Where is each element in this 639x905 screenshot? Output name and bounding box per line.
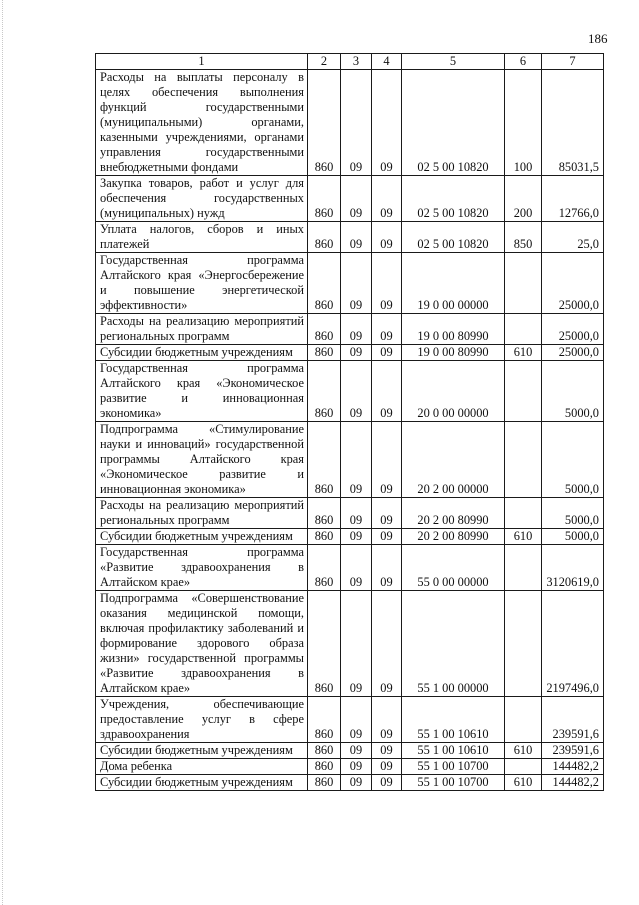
target-article-cell: 55 0 00 00000: [402, 545, 505, 591]
expense-type-cell: [505, 545, 542, 591]
table-row: [96, 775, 604, 791]
expense-type-cell: 200: [505, 176, 542, 222]
row-name-cell: Учреждения, обеспечивающие предоставление услуг в сфере здравоохранения: [96, 697, 308, 743]
expense-type-cell: 610: [505, 775, 542, 791]
expense-type-cell: 610: [505, 743, 542, 759]
admin-code-cell: 860: [308, 545, 341, 591]
expense-type-cell: [505, 591, 542, 697]
admin-code-cell: 860: [308, 314, 341, 345]
subsection-code-cell: 09: [372, 775, 402, 791]
table-row: [96, 591, 604, 697]
expense-type-cell: [505, 498, 542, 529]
table-row: [96, 176, 604, 222]
amount-cell: 25,0: [542, 222, 604, 253]
target-article-cell: 20 2 00 00000: [402, 422, 505, 498]
row-name-cell: Субсидии бюджетным учреждениям: [96, 743, 308, 759]
row-name-cell: Субсидии бюджетным учреждениям: [96, 529, 308, 545]
admin-code-cell: 860: [308, 591, 341, 697]
admin-code-cell: 860: [308, 345, 341, 361]
row-name-cell: Закупка товаров, работ и услуг для обеспечения государственных (муниципальных) нужд: [96, 176, 308, 222]
header-cell-col-7: 7: [542, 54, 604, 70]
table-header-row: [96, 54, 604, 70]
subsection-code-cell: 09: [372, 176, 402, 222]
admin-code-cell: 860: [308, 253, 341, 314]
header-cell-col-5: 5: [402, 54, 505, 70]
admin-code-cell: 860: [308, 498, 341, 529]
admin-code-cell: 860: [308, 759, 341, 775]
amount-cell: 2197496,0: [542, 591, 604, 697]
section-code-cell: 09: [341, 775, 372, 791]
admin-code-cell: 860: [308, 70, 341, 176]
page-number: 186: [588, 31, 608, 46]
subsection-code-cell: 09: [372, 314, 402, 345]
amount-cell: 25000,0: [542, 314, 604, 345]
row-name-cell: Расходы на реализацию мероприятий региональных программ: [96, 314, 308, 345]
expense-type-cell: 100: [505, 70, 542, 176]
table-body: [96, 54, 604, 791]
section-code-cell: 09: [341, 529, 372, 545]
expense-type-cell: [505, 697, 542, 743]
admin-code-cell: 860: [308, 697, 341, 743]
header-cell-col-3: 3: [341, 54, 372, 70]
target-article-cell: 19 0 00 80990: [402, 345, 505, 361]
target-article-cell: 55 1 00 10610: [402, 697, 505, 743]
subsection-code-cell: 09: [372, 591, 402, 697]
table-row: [96, 498, 604, 529]
section-code-cell: 09: [341, 743, 372, 759]
subsection-code-cell: 09: [372, 545, 402, 591]
row-name-cell: Расходы на реализацию мероприятий региональных программ: [96, 498, 308, 529]
expense-type-cell: [505, 253, 542, 314]
amount-cell: 144482,2: [542, 759, 604, 775]
subsection-code-cell: 09: [372, 743, 402, 759]
amount-cell: 85031,5: [542, 70, 604, 176]
row-name-cell: Государственная программа «Развитие здравоохранения в Алтайском крае»: [96, 545, 308, 591]
amount-cell: 25000,0: [542, 253, 604, 314]
section-code-cell: 09: [341, 498, 372, 529]
table-row: [96, 314, 604, 345]
expense-type-cell: 610: [505, 345, 542, 361]
amount-cell: 5000,0: [542, 422, 604, 498]
target-article-cell: 55 1 00 10700: [402, 775, 505, 791]
admin-code-cell: 860: [308, 176, 341, 222]
section-code-cell: 09: [341, 253, 372, 314]
table-row: [96, 743, 604, 759]
amount-cell: 5000,0: [542, 361, 604, 422]
target-article-cell: 02 5 00 10820: [402, 70, 505, 176]
table-row: [96, 545, 604, 591]
section-code-cell: 09: [341, 345, 372, 361]
section-code-cell: 09: [341, 222, 372, 253]
header-cell-col-4: 4: [372, 54, 402, 70]
expense-type-cell: [505, 422, 542, 498]
target-article-cell: 55 1 00 10700: [402, 759, 505, 775]
amount-cell: 3120619,0: [542, 545, 604, 591]
table-row: [96, 529, 604, 545]
section-code-cell: 09: [341, 361, 372, 422]
admin-code-cell: 860: [308, 361, 341, 422]
section-code-cell: 09: [341, 697, 372, 743]
table-row: [96, 70, 604, 176]
target-article-cell: 55 1 00 10610: [402, 743, 505, 759]
header-cell-col-1: 1: [96, 54, 308, 70]
amount-cell: 5000,0: [542, 498, 604, 529]
amount-cell: 25000,0: [542, 345, 604, 361]
amount-cell: 5000,0: [542, 529, 604, 545]
subsection-code-cell: 09: [372, 361, 402, 422]
amount-cell: 239591,6: [542, 743, 604, 759]
table-row: [96, 345, 604, 361]
target-article-cell: 02 5 00 10820: [402, 222, 505, 253]
row-name-cell: Подпрограмма «Совершенствование оказания медицинской помощи, включая профилактику заболеваний и формирование здорового образа жизни» государственной программы «Развитие здравоохранения в Алтайском крае»: [96, 591, 308, 697]
section-code-cell: 09: [341, 591, 372, 697]
section-code-cell: 09: [341, 176, 372, 222]
row-name-cell: Субсидии бюджетным учреждениям: [96, 775, 308, 791]
subsection-code-cell: 09: [372, 498, 402, 529]
target-article-cell: 19 0 00 00000: [402, 253, 505, 314]
row-name-cell: Государственная программа Алтайского края «Энергосбережение и повышение энергетической эффективности»: [96, 253, 308, 314]
row-name-cell: Уплата налогов, сборов и иных платежей: [96, 222, 308, 253]
row-name-cell: Государственная программа Алтайского края «Экономическое развитие и инновационная экономика»: [96, 361, 308, 422]
target-article-cell: 20 2 00 80990: [402, 529, 505, 545]
row-name-cell: Подпрограмма «Стимулирование науки и инноваций» государственной программы Алтайского края «Экономическое развитие и инновационная экономика»: [96, 422, 308, 498]
expense-type-cell: [505, 314, 542, 345]
subsection-code-cell: 09: [372, 222, 402, 253]
admin-code-cell: 860: [308, 529, 341, 545]
subsection-code-cell: 09: [372, 253, 402, 314]
budget-table: [95, 53, 604, 791]
amount-cell: 144482,2: [542, 775, 604, 791]
table-row: [96, 222, 604, 253]
subsection-code-cell: 09: [372, 70, 402, 176]
expense-type-cell: [505, 759, 542, 775]
section-code-cell: 09: [341, 314, 372, 345]
section-code-cell: 09: [341, 422, 372, 498]
subsection-code-cell: 09: [372, 697, 402, 743]
expense-type-cell: [505, 361, 542, 422]
section-code-cell: 09: [341, 70, 372, 176]
table-row: [96, 422, 604, 498]
admin-code-cell: 860: [308, 422, 341, 498]
row-name-cell: Субсидии бюджетным учреждениям: [96, 345, 308, 361]
scan-margin-line: [2, 0, 3, 905]
row-name-cell: Дома ребенка: [96, 759, 308, 775]
target-article-cell: 19 0 00 80990: [402, 314, 505, 345]
header-cell-col-6: 6: [505, 54, 542, 70]
subsection-code-cell: 09: [372, 422, 402, 498]
admin-code-cell: 860: [308, 775, 341, 791]
admin-code-cell: 860: [308, 743, 341, 759]
table-row: [96, 697, 604, 743]
target-article-cell: 20 2 00 80990: [402, 498, 505, 529]
row-name-cell: Расходы на выплаты персоналу в целях обеспечения выполнения функций государственными (муниципальными) органами, казенными учреждениями, органами управления государственными внебюджетными фондами: [96, 70, 308, 176]
target-article-cell: 20 0 00 00000: [402, 361, 505, 422]
subsection-code-cell: 09: [372, 345, 402, 361]
admin-code-cell: 860: [308, 222, 341, 253]
subsection-code-cell: 09: [372, 759, 402, 775]
target-article-cell: 02 5 00 10820: [402, 176, 505, 222]
amount-cell: 12766,0: [542, 176, 604, 222]
table-row: [96, 361, 604, 422]
target-article-cell: 55 1 00 00000: [402, 591, 505, 697]
section-code-cell: 09: [341, 759, 372, 775]
header-cell-col-2: 2: [308, 54, 341, 70]
expense-type-cell: 850: [505, 222, 542, 253]
amount-cell: 239591,6: [542, 697, 604, 743]
section-code-cell: 09: [341, 545, 372, 591]
table-row: [96, 253, 604, 314]
expense-type-cell: 610: [505, 529, 542, 545]
table-row: [96, 759, 604, 775]
subsection-code-cell: 09: [372, 529, 402, 545]
